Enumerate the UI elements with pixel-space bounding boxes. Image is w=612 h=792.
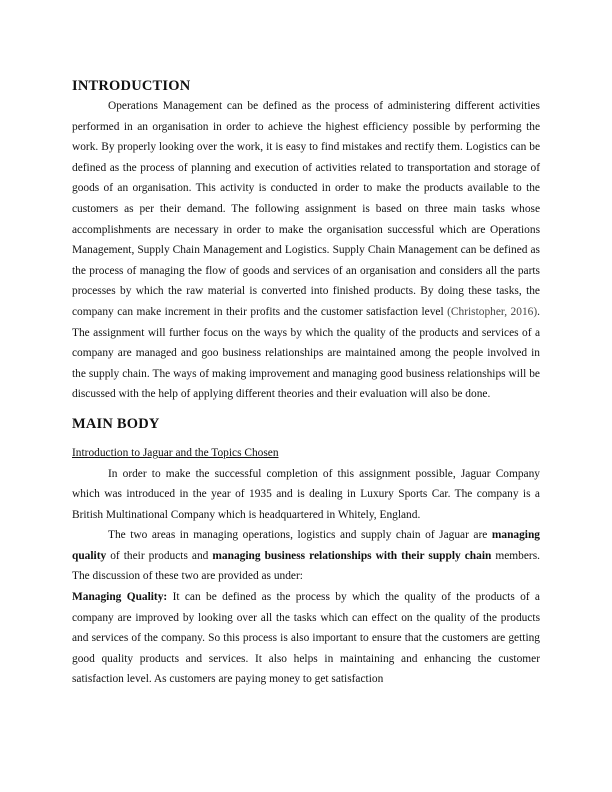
- areas-text-2: of their products and: [106, 549, 213, 562]
- managing-quality-paragraph: [72, 587, 540, 690]
- areas-bold-1: managing quality: [72, 529, 540, 562]
- managing-quality-text: It can be defined as the process by which the quality of the products of a company are improved by looking over all the tasks which can effect on the quality of the products and services of the company. So this process is also important to ensure that the customers are getting good quality products and services. It also helps in maintaining and enhancing the customer satisfaction level. As customers are paying money to get satisfaction: [72, 591, 540, 686]
- introduction-paragraph: [72, 96, 540, 405]
- citation: (Christopher, 2016): [447, 305, 538, 318]
- main-body-heading: MAIN BODY: [72, 415, 160, 432]
- areas-bold-2: managing business relationships with their supply chain: [212, 549, 492, 562]
- introduction-text-continued: . The assignment will further focus on the ways by which the quality of the products and services of a company are managed and goo business relationships are maintained among the people involved in the supply chain. The ways of making improvement and managing good business relationships will be discussed with the help of applying different theories and their evaluation will also be done.: [72, 305, 540, 401]
- page-content: [72, 76, 540, 690]
- areas-text-1: The two areas in managing operations, logistics and supply chain of Jaguar are: [108, 529, 492, 542]
- introduction-heading: INTRODUCTION: [72, 78, 191, 94]
- introduction-text: Operations Management can be defined as the process of administering different activities performed in an organisation in order to achieve the highest efficiency possible by performing the work. By properly looking over the work, it is easy to find mistakes and rectify them. Logistics can be defined as the process of planning and execution of activities related to transportation and storage of goods of an organisation. This activity is conducted in order to make the products available to the customers as per their demand. The following assignment is based on three main tasks whose accomplishments are necessary in order to make the organisation successful which are Operations Management, Supply Chain Management and Logistics. Supply Chain Management can be defined as the process of managing the flow of goods and services of an organisation and considers all the parts processes by which the raw material is converted into finished products. By doing these tasks, the company can make increment in their profits and the customer satisfaction level: [72, 100, 540, 318]
- jaguar-paragraph: In order to make the successful completion of this assignment possible, Jaguar Company which was introduced in the year of 1935 and is dealing in Luxury Sports Car. The company is a British Multinational Company which is headquartered in Whitely, England.: [72, 467, 540, 521]
- managing-quality-label: Managing Quality:: [72, 591, 168, 604]
- areas-paragraph: [72, 525, 540, 587]
- areas-text-3: members. The discussion of these two are provided as under:: [72, 549, 540, 583]
- section-subheading: Introduction to Jaguar and the Topics Chosen: [72, 446, 279, 459]
